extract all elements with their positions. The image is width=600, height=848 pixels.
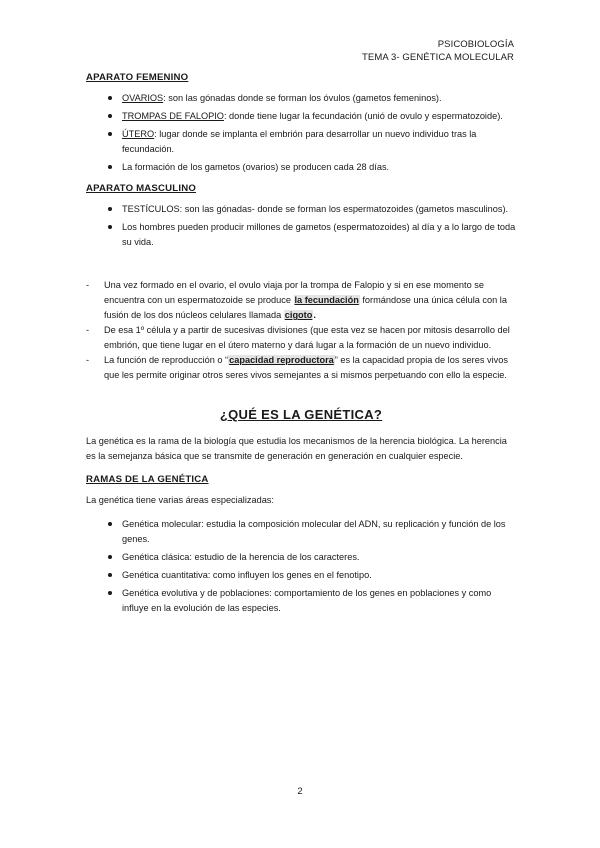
female-section-title: APARATO FEMENINO: [86, 72, 189, 83]
list-item: TESTÍCULOS: son las gónadas- donde se forman los espermatozoides (gametos masculinos).: [122, 202, 516, 217]
notes-list: [86, 278, 516, 383]
note-text: formándose una única célula con la fusión de los dos núcleos celulares llamada: [104, 295, 507, 320]
page-number: 2: [297, 786, 303, 797]
list-item: Genética evolutiva y de poblaciones: comportamiento de los genes en poblaciones y como influye en la evolución de las especies.: [122, 586, 516, 616]
list-item: Genética cuantitativa: como influyen los genes en el fenotipo.: [122, 568, 516, 583]
term: ÚTERO: [122, 129, 155, 139]
definition: : donde tiene lugar la fecundación (unió de ovulo y espermatozoide).: [223, 111, 503, 121]
highlight-fecundacion: la fecundación: [294, 295, 359, 305]
list-item: Genética molecular: estudia la composición molecular del ADN, su replicación y función de los genes.: [122, 517, 516, 547]
term: OVARIOS: [122, 93, 164, 103]
genetics-paragraph: La genética es la rama de la biología que estudia los mecanismos de la herencia biológica. La herencia es la semejanza básica que se transmite de generación en generación en cualquier especie.: [86, 436, 507, 461]
list-item: [122, 109, 516, 124]
note-text: ” es la capacidad propia de los seres vivos que les permite originar otros seres vivos semejantes a si mismos perpetuando con ello la especie.: [104, 355, 508, 380]
genetics-title: ¿QUÉ ES LA GENÉTICA?: [219, 407, 383, 422]
definition: La formación de los gametos (ovarios) se producen cada 28 días.: [122, 162, 390, 172]
list-item: [122, 91, 516, 106]
branches-title: RAMAS DE LA GENÉTICA: [86, 474, 209, 485]
list-item: Genética clásica: estudio de la herencia de los caracteres.: [122, 550, 516, 565]
definition: : son las gónadas donde se forman los óvulos (gametos femeninos).: [163, 93, 442, 103]
highlight-cigoto: cigoto: [284, 310, 313, 320]
page-content: [86, 70, 516, 622]
list-item: [122, 160, 516, 175]
list-item: [122, 127, 516, 157]
branches-intro: La genética tiene varias áreas especializadas:: [86, 495, 274, 505]
highlight-capacidad: capacidad reproductora: [229, 355, 334, 365]
note-text: Una vez formado en el ovario, el ovulo viaja por la trompa de Falopio y si en ese momento se encuentra con un espermatozoide se produce: [104, 280, 484, 305]
note-text: La función de reproducción o “: [104, 355, 229, 365]
male-section-title: APARATO MASCULINO: [86, 183, 196, 194]
male-list: [86, 202, 516, 250]
note-text: .: [313, 310, 316, 320]
branches-list: [86, 517, 516, 616]
list-item: [104, 278, 516, 323]
definition: : lugar donde se implanta el embrión para desarrollar un nuevo individuo tras la fecundación.: [122, 129, 477, 154]
page-header: [362, 38, 514, 64]
female-list: [86, 91, 516, 175]
term: TROMPAS DE FALOPIO: [122, 111, 224, 121]
header-subject: PSICOBIOLOGÍA: [437, 39, 514, 50]
list-item: Los hombres pueden producir millones de gametos (espermatozoides) al día y a lo largo de toda su vida.: [122, 220, 516, 250]
list-item: - De esa 1º célula y a partir de sucesivas divisiones (que esta vez se hacen por mitosis desarrollo del embrión, que tiene lugar en el útero materno y dará lugar a la formación de un nuevo individuo.: [104, 323, 516, 353]
list-item: [104, 353, 516, 383]
header-topic: TEMA 3- GENÉTICA MOLECULAR: [362, 52, 514, 63]
